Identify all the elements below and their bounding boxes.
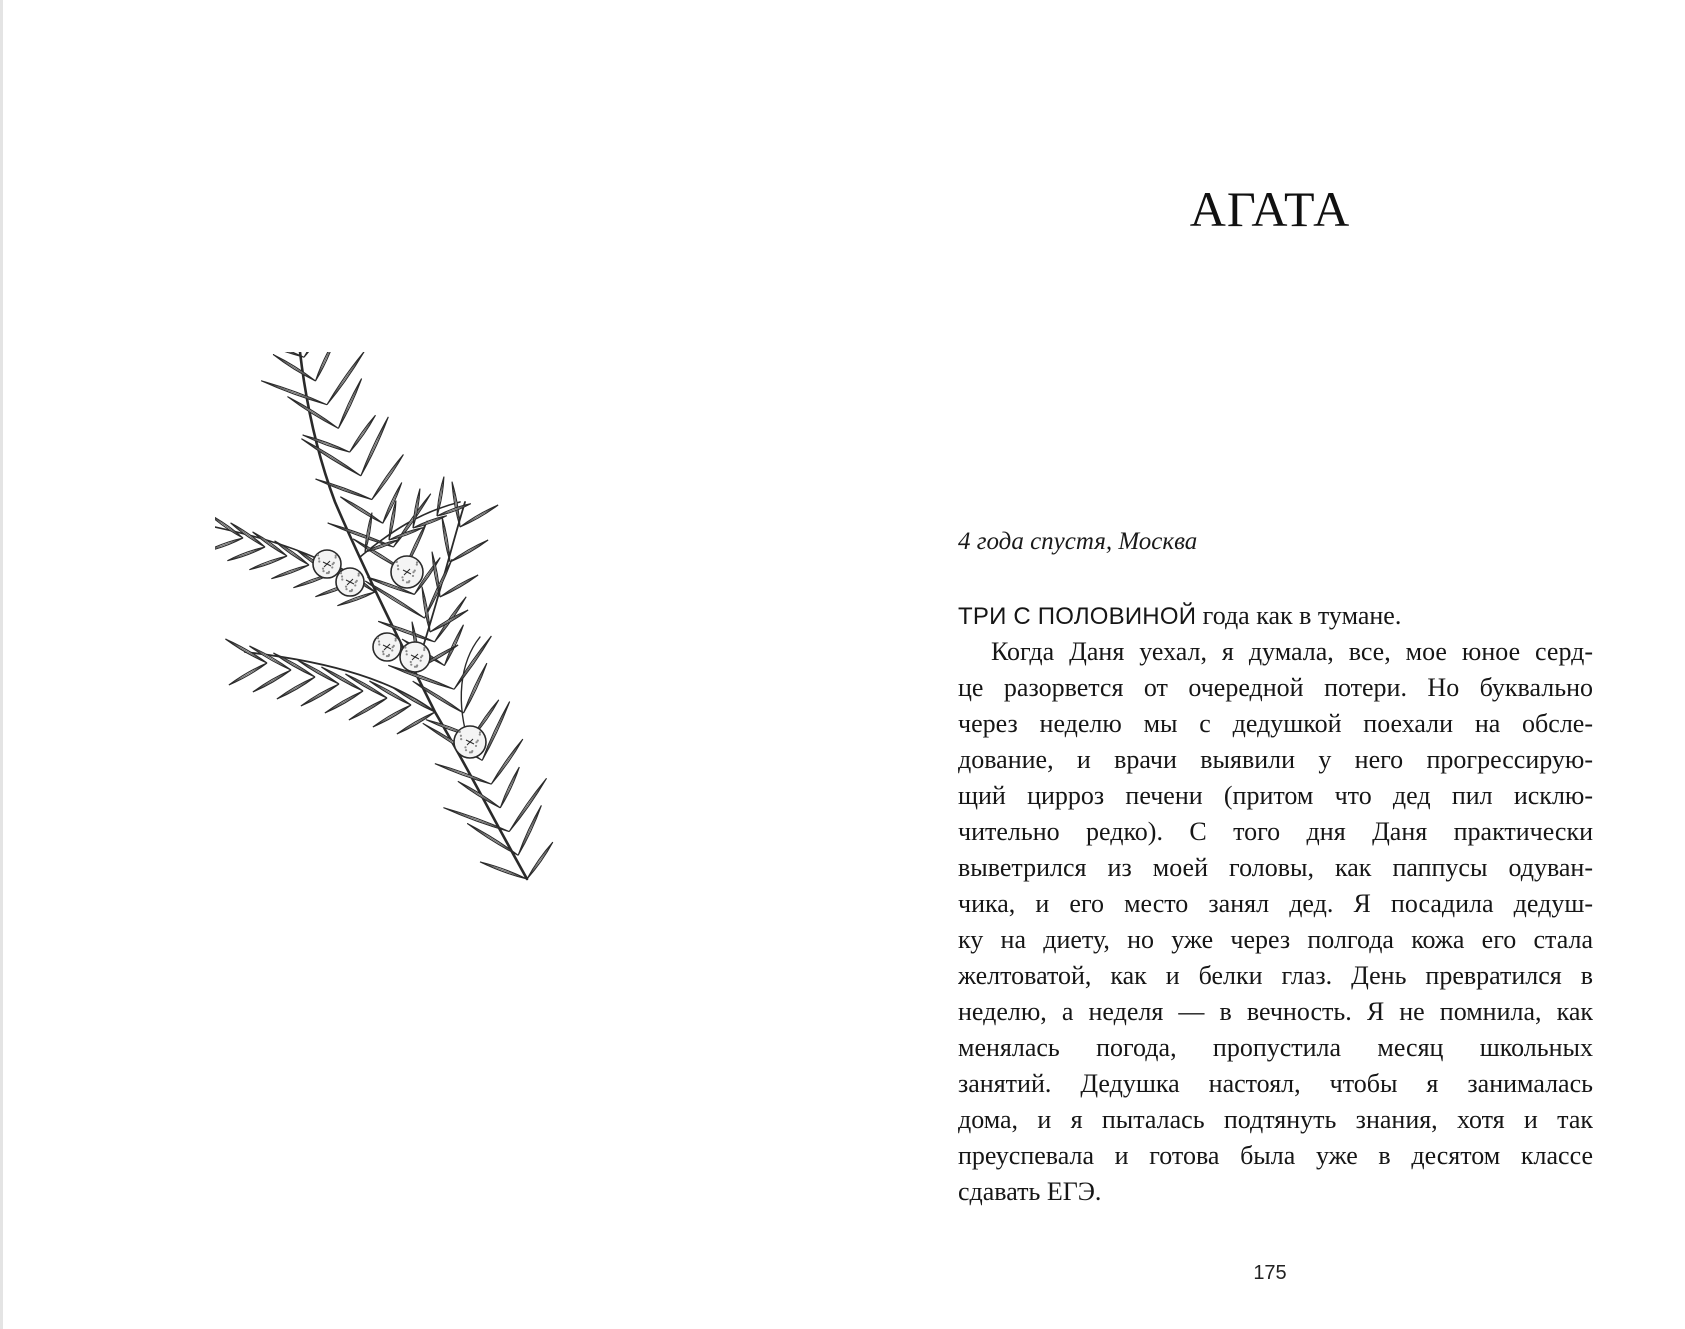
branch-needle-vein (450, 540, 488, 562)
branch-needle-vein (350, 415, 376, 452)
juniper-berry (336, 568, 364, 596)
branch-needle-vein (301, 684, 339, 706)
text-line: ку на диету, но уже через полгода кожа его стала (958, 925, 1593, 954)
branch-needle-vein (253, 532, 287, 556)
branch-needle-vein (440, 575, 478, 597)
branch-needle-vein (277, 677, 315, 699)
branch-needle-vein (372, 455, 404, 500)
branch-needle (215, 538, 243, 552)
branch-needle-vein (271, 565, 309, 579)
branch-needle-vein (325, 691, 363, 713)
lead-rest: года как в тумане. (1196, 601, 1402, 630)
branch-needle-vein (527, 842, 553, 879)
branch-needle-vein (253, 670, 291, 692)
branch-needle-vein (373, 705, 411, 727)
branch-needle-vein (442, 517, 450, 562)
text-line: преуспевала и готова была уже в десятом классе (958, 1141, 1593, 1170)
branch-needle (304, 352, 336, 357)
branch-stem (300, 352, 527, 879)
branch-needle-vein (437, 477, 444, 516)
text-line: занятий. Дедушка настоял, чтобы я занималась (958, 1069, 1593, 1098)
first-line (958, 598, 1593, 634)
lead-caps: ТРИ С ПОЛОВИНОЙ (958, 603, 1197, 630)
branch-needle (316, 352, 335, 381)
juniper-berry (391, 556, 423, 588)
branch-needle-vein (437, 504, 471, 516)
branch-needle-vein (227, 547, 265, 561)
branch-needle-vein (458, 781, 500, 807)
text-line: це разорвется от очередной потери. Но буквально (958, 673, 1593, 702)
text-line: желтоватой, как и белки глаз. День превратился в (958, 961, 1593, 990)
branch-needle-vein (393, 494, 430, 547)
branch-needle-vein (491, 739, 523, 784)
chapter-title: АГАТА (1189, 181, 1351, 237)
juniper-berry (454, 726, 486, 758)
text-line: неделю, а неделя — в вечность. Я не помнила, как (958, 997, 1593, 1026)
body-text (958, 598, 1593, 1210)
branch-needle-vein (482, 702, 509, 761)
juniper-branch-icon (215, 352, 585, 962)
text-line: щий цирроз печени (притом что дед пил исклю- (958, 781, 1593, 810)
branch-needle-vein (304, 352, 336, 357)
branch-needle-vein (249, 556, 287, 570)
branch-needle-vein (229, 663, 267, 685)
branch-needle-vein (467, 823, 518, 855)
branch-needle-vein (349, 698, 387, 720)
branch-needle-vein (365, 513, 372, 552)
branch-needle-vein (444, 625, 463, 666)
page-edge (0, 0, 3, 1329)
text-line: выветрился из моей головы, как паппусы одуван- (958, 853, 1593, 882)
branch-needle-vein (397, 712, 435, 734)
branch-needle-vein (340, 497, 382, 523)
branch-needle (215, 514, 243, 538)
juniper-berry (373, 633, 401, 661)
branch-needle-vein (327, 352, 364, 405)
page-number: 175 (1253, 1262, 1287, 1284)
text-line: Когда Даня уехал, я думала, все, мое юное серд- (991, 637, 1593, 666)
juniper-berry (400, 642, 430, 672)
text-line: сдавать ЕГЭ. (958, 1177, 1102, 1206)
branch-needle-vein (500, 767, 519, 808)
branch-needle-vein (231, 523, 265, 547)
epigraph: 4 года спустя, Москва (958, 528, 1198, 555)
text-line: дома, и я пыталась подтянуть знания, хотя и так (958, 1105, 1593, 1134)
text-line: чика, и его место занял дед. Я посадила дедуш- (958, 889, 1593, 918)
text-line: дование, и врачи выявили у него прогрессирую- (958, 745, 1593, 774)
text-line: менялась погода, пропустила месяц школьных (958, 1033, 1593, 1062)
branch-needle-vein (361, 417, 388, 476)
text-line: через неделю мы с дедушкой поехали на обсле- (958, 709, 1593, 738)
branch-needle-vein (454, 636, 491, 689)
branch-needle-vein (315, 479, 371, 500)
juniper-berry (313, 550, 341, 578)
branch-needle-vein (509, 778, 546, 831)
branch-needle-vein (273, 354, 315, 380)
text-line: чительно редко). С того дня Даня практически (958, 817, 1593, 846)
branch-needle-vein (460, 505, 498, 527)
branch-needle-vein (435, 764, 491, 785)
